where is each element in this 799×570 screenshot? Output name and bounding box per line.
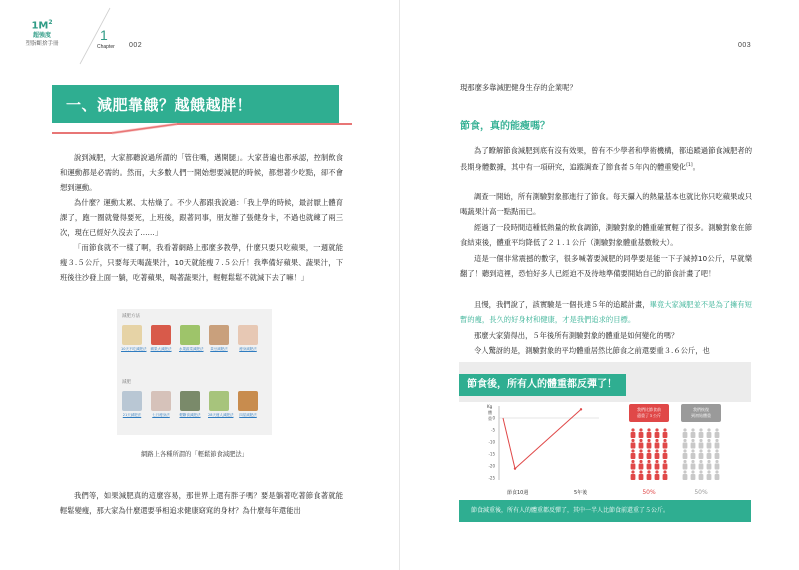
page-number-right: 003 [738, 42, 752, 49]
diet-photo [180, 325, 200, 345]
brand-superscript: 2 [48, 19, 53, 26]
figure-item-caption: 瘦身減肥法 [239, 347, 257, 351]
figure-item-caption: 蘋果大減肥法 [150, 347, 172, 351]
figure-item[interactable] [208, 325, 230, 352]
person-icon [663, 449, 668, 459]
infographic-panel [459, 402, 751, 500]
right-paragraph-5 [460, 297, 752, 327]
figure-item-caption: 四星減肥法 [239, 413, 257, 417]
person-icon [663, 428, 668, 438]
y-tick-label: -10 [488, 439, 495, 445]
figure-caption: 網路上各種所謂的「輕鬆節食減肥法」 [140, 451, 249, 458]
y-ticks [488, 416, 495, 481]
person-icon [683, 449, 688, 459]
person-icon [639, 449, 644, 459]
diet-photo [209, 391, 229, 411]
person-icon [631, 460, 636, 470]
person-icon [655, 428, 660, 438]
start-segment [503, 418, 515, 469]
diet-photo [238, 391, 258, 411]
diet-photo [151, 325, 171, 345]
person-icon [639, 460, 644, 470]
person-icon [715, 460, 720, 470]
weight-rebound-chart [459, 402, 751, 500]
person-icon [715, 428, 720, 438]
series-line [515, 409, 581, 468]
legend-text: 我們恢復 [693, 407, 709, 412]
person-icon [647, 428, 652, 438]
page-gutter [399, 0, 400, 570]
person-icon [647, 470, 652, 480]
chapter-slash-decoration [76, 6, 116, 66]
section-title: 一、減肥靠餓？越餓越胖！ [66, 96, 253, 114]
figure-item-caption: 水果蔬菜減肥法 [179, 347, 204, 351]
diet-photo [238, 325, 258, 345]
x-tick-label: 5年後 [574, 490, 588, 496]
person-icon [663, 439, 668, 449]
person-icon [647, 460, 652, 470]
person-icon [715, 439, 720, 449]
percentage-heavier: 50% [642, 489, 656, 496]
person-icon [683, 428, 688, 438]
person-icon [715, 449, 720, 459]
page-number-left: 002 [129, 42, 143, 49]
person-icon [691, 439, 696, 449]
paragraph-2: 為什麼？運動太累、太枯燥了。不少人都跟我說過：「我上學的時候，最討厭上體育課了，跑一圈就覺得要死，上班後，跟著同事，朋友辦了張健身卡，不過也就練了兩三次，現在已經好久沒去了……」 [60, 198, 343, 237]
brand-title: 1M [31, 20, 49, 32]
title-underline-decoration [52, 119, 352, 139]
infographic-box [459, 362, 751, 522]
figure-section-label: 減肥 [122, 380, 131, 385]
person-icon [683, 439, 688, 449]
y-tick-label: -15 [488, 451, 495, 457]
paragraph-4: 我們等，如果減肥真的這麼容易，那世界上還有胖子嗎？要是躺著吃著節食著就能輕鬆變瘦，那大家為什麼還要爭相追求健康窈窕的身材？為什麼每年還能出 [60, 491, 343, 515]
data-point [514, 467, 516, 469]
y-tick-label: 0 [492, 415, 495, 421]
legend-text: 到初始體重 [691, 413, 711, 418]
right-paragraph-4: 這是一個非常震撼的數字，很多喊著要減肥的同學要是能一下子減掉10公斤，早就樂翻了！聽到這裡，恐怕好多人已經迫不及待地準備要開始自己的節食計畫了吧！ [460, 254, 752, 278]
brand-tagline: 塑脂斷捨手冊 [25, 40, 59, 47]
brand-subtitle: 超強度 [32, 32, 51, 40]
person-icon [647, 449, 652, 459]
person-icon [715, 470, 720, 480]
figure-item[interactable] [179, 391, 201, 418]
figure-item[interactable] [237, 391, 259, 418]
figure-item[interactable] [121, 391, 143, 418]
figure-item[interactable] [208, 391, 234, 418]
x-tick-label: 節食10週 [507, 490, 529, 496]
y-tick-label: -20 [488, 463, 495, 469]
highlighted-text: 畢竟大家減肥並不是為了擁有短暫的瘦，長久的好身材和健康，才是我們追求的目標。 [460, 300, 753, 324]
person-icon [699, 439, 704, 449]
person-icon [655, 449, 660, 459]
chapter-label: Chapter [97, 44, 115, 50]
people-pictogram [631, 428, 720, 480]
book-brand [14, 20, 70, 47]
y-axis-label: 體 [488, 410, 492, 415]
person-icon [691, 449, 696, 459]
reference-marker: [1] [686, 163, 693, 168]
person-icon [707, 449, 712, 459]
person-icon [631, 449, 636, 459]
right-paragraph-1-text: 為了瞭解節食減肥到底有沒有效果，曾有不少學者和學術機構，都追蹤過節食減肥者的長期身體數據，其中有一項研究，追蹤調查了節食者５年內的體重變化 [460, 146, 752, 172]
y-axis-label: Kg [487, 404, 493, 409]
legend-text: 還重了５公斤 [637, 413, 661, 418]
person-icon [691, 470, 696, 480]
diet-methods-figure [117, 309, 272, 435]
person-icon [683, 460, 688, 470]
person-icon [707, 439, 712, 449]
person-icon [707, 460, 712, 470]
figure-item-caption: 七日瘦身法 [152, 413, 170, 417]
right-paragraph-5-text: 且慢，我們說了，該實驗是一個長達５年的追蹤計畫， [474, 300, 650, 309]
figure-item-caption: 黃豆減肥法 [210, 347, 228, 351]
figure-item-caption: 21天減肥法 [122, 413, 142, 417]
person-icon [691, 460, 696, 470]
person-icon [631, 428, 636, 438]
right-paragraph-2: 調查一開始，所有測驗對象都進行了節食。每天攝入的熱量基本也就比你只吃蘋果或只喝蔬果汁高一點點而已。 [460, 192, 752, 216]
person-icon [691, 428, 696, 438]
right-paragraph-6: 那麼大家猜得出，５年後所有測驗對象的體重是如何變化的嗎？ [474, 331, 679, 340]
paragraph-3: 「而節食就不一樣了啊，我看著網路上那麼多教學，什麼只要只吃蘋果，一週就能瘦３.５公斤，只要每天喝蔬果汁，10天就能瘦７.５公斤！我準備好蘋果、蔬果汁，下班後往沙發上面一躺，吃著蘋果，喝著蔬果汁，輕輕鬆鬆不就減下去了嘛！」 [60, 243, 343, 282]
figure-item-caption: 10天不吃減肥法 [121, 347, 147, 351]
infographic-footer: 節食減重後，所有人的體重都反彈了，其中一半人比節食前還重了５公斤。 [459, 500, 751, 522]
y-tick-label: -25 [488, 475, 495, 481]
person-icon [699, 449, 704, 459]
person-icon [639, 470, 644, 480]
person-icon [655, 460, 660, 470]
person-icon [707, 428, 712, 438]
figure-item[interactable] [121, 325, 147, 352]
right-paragraph-7: 令人驚訝的是，測驗對象的平均體重居然比節食之前還要重３.６公斤，也 [474, 346, 710, 355]
right-paragraph-1 [460, 143, 752, 174]
person-icon [707, 470, 712, 480]
data-point [580, 408, 582, 410]
paragraph-1: 說到減肥，大家都聽說過所謂的「管住嘴，邁開腿」。大家普遍也都承認，控制飲食和運動都是必需的。然而，大多數人們一開始想要減肥的時候，都想著少吃點，卻不會想到運動。 [60, 153, 343, 192]
continued-line: 現那麼多靠減肥健身生存的企業呢？ [460, 83, 577, 92]
person-icon [639, 439, 644, 449]
person-icon [639, 428, 644, 438]
section-title-band [52, 85, 339, 123]
right-paragraph-3: 經過了一段時間這種低熱量的飲食調節，測驗對象的體重確實輕了很多。測驗對象在節食結束後，體重平均降低了２１.１公斤（測驗對象體重基數較大）。 [460, 223, 752, 247]
diet-photo [151, 391, 171, 411]
person-icon [663, 470, 668, 480]
figure-item-caption: 輕斷食減肥法 [179, 413, 201, 417]
diet-photo [122, 325, 142, 345]
person-icon [663, 460, 668, 470]
sub-heading: 節食，真的能瘦嗎？ [460, 121, 550, 132]
percentage-recovered: 50% [694, 489, 708, 496]
person-icon [647, 439, 652, 449]
figure-item-caption: 28天瘦人減肥法 [208, 413, 234, 417]
diet-photo [209, 325, 229, 345]
infographic-title: 節食後，所有人的體重都反彈了！ [459, 374, 626, 396]
right-paragraph-1-end: 。 [692, 162, 700, 172]
person-icon [631, 470, 636, 480]
figure-item[interactable] [237, 325, 259, 352]
y-tick-label: -5 [491, 427, 495, 433]
figure-item[interactable] [150, 391, 172, 418]
figure-item[interactable] [179, 325, 204, 352]
figure-item[interactable] [150, 325, 172, 352]
person-icon [699, 460, 704, 470]
person-icon [631, 439, 636, 449]
figure-section-label: 減肥方法 [122, 314, 140, 319]
person-icon [699, 470, 704, 480]
legend-text: 我們比節食前 [637, 407, 661, 412]
y-axis-label: 重 [488, 416, 492, 421]
diet-photo [180, 391, 200, 411]
chapter-number: 1 [100, 27, 108, 43]
person-icon [683, 470, 688, 480]
diet-photo [122, 391, 142, 411]
person-icon [699, 428, 704, 438]
person-icon [655, 439, 660, 449]
person-icon [655, 470, 660, 480]
